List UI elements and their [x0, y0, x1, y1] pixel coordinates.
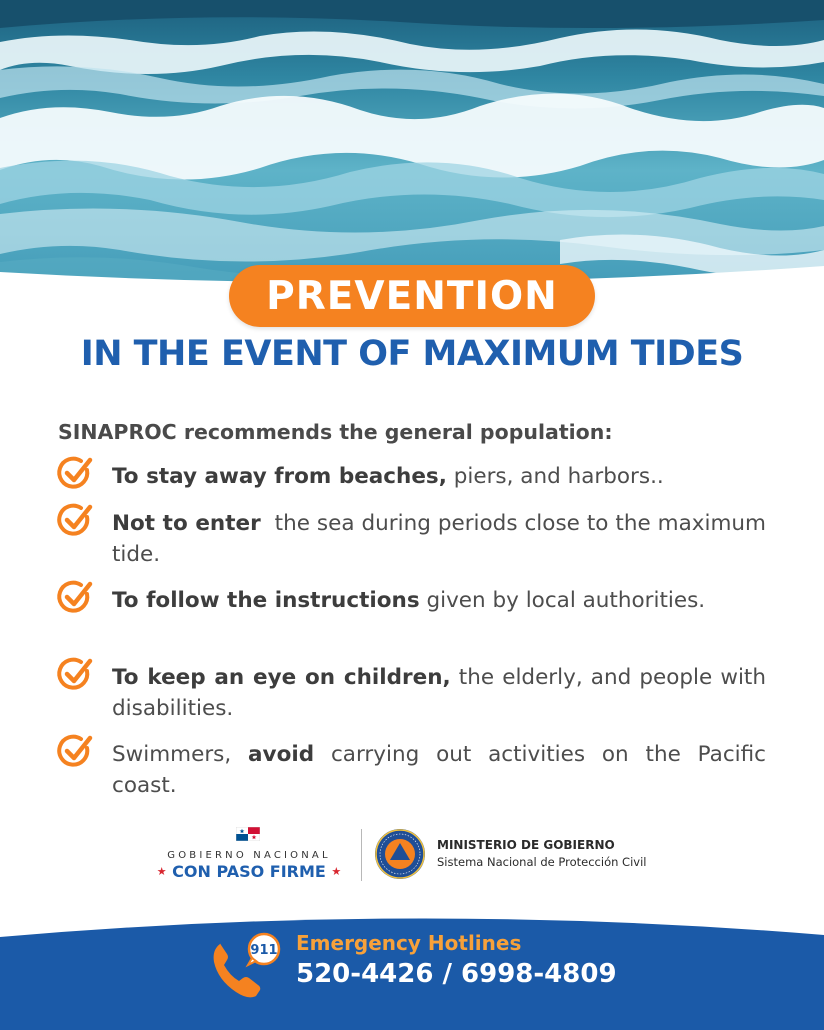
list-item — [54, 662, 766, 724]
logos-row — [0, 825, 824, 885]
recommendation-text — [112, 739, 766, 801]
star-icon: ★ — [331, 865, 342, 878]
list-item — [54, 585, 766, 619]
recommendation-rest: carrying out activities on the Pacific coast. — [112, 742, 766, 798]
recommendation-bold: To follow the instructions — [112, 588, 420, 613]
recommendation-pre: Swimmers, — [112, 742, 249, 767]
check-circle-icon — [54, 500, 96, 542]
check-circle-icon — [54, 577, 96, 619]
check-circle-icon — [54, 731, 96, 773]
hotlines-label: Emergency Hotlines — [296, 931, 522, 955]
con-paso-firme-text: CON PASO FIRME — [172, 862, 326, 881]
hotline-911-badge: 911 — [250, 943, 278, 958]
recommendation-text — [112, 662, 766, 724]
check-circle-icon — [54, 654, 96, 696]
list-item — [54, 461, 766, 495]
recommendation-text — [112, 585, 766, 616]
star-icon: ★ — [156, 865, 167, 878]
list-item — [54, 739, 766, 801]
recommendation-bold: Not to enter — [112, 511, 261, 536]
phone-icon — [206, 932, 286, 1004]
list-item — [54, 508, 773, 570]
recommendation-text — [112, 508, 773, 570]
recommendation-rest: given by local authorities. — [419, 588, 706, 613]
ministerio-title: MINISTERIO DE GOBIERNO — [437, 838, 615, 852]
prevention-badge — [229, 265, 595, 327]
recommendation-bold: avoid — [248, 742, 315, 767]
recommendation-rest: the sea during periods close to the maximum tide. — [112, 511, 773, 567]
prevention-badge-label: PREVENTION — [266, 273, 558, 319]
hotlines-numbers: 520-4426 / 6998-4809 — [296, 959, 617, 989]
check-circle-icon — [54, 453, 96, 495]
recommendation-text — [112, 461, 766, 492]
gobierno-nacional-label: GOBIERNO NACIONAL — [167, 850, 331, 861]
page-title: IN THE EVENT OF MAXIMUM TIDES — [80, 334, 744, 374]
footer-hotlines — [0, 905, 824, 1030]
con-paso-firme-label — [148, 862, 350, 881]
sinaproc-seal-icon — [374, 828, 426, 880]
ocean-waves-image — [0, 0, 824, 310]
panama-flag-icon — [236, 827, 260, 841]
recommendation-bold: To keep an eye on children, — [112, 665, 451, 690]
recommendation-rest: piers, and harbors.. — [446, 464, 664, 489]
logo-divider — [361, 829, 362, 881]
intro-text: SINAPROC recommends the general population: — [58, 420, 613, 444]
recommendation-rest: the elderly, and people with disabilities. — [112, 665, 766, 721]
recommendation-bold: To stay away from beaches, — [112, 464, 447, 489]
ministerio-subtitle: Sistema Nacional de Protección Civil — [437, 855, 647, 869]
